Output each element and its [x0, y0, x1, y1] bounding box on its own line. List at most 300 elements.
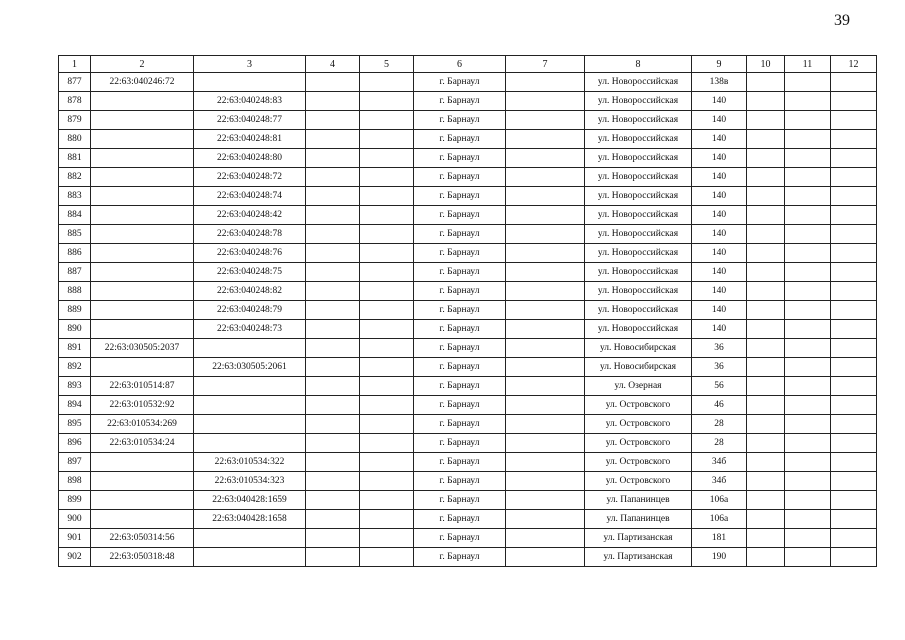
- table-cell: [360, 73, 414, 92]
- table-cell: [306, 92, 360, 111]
- table-row: [59, 149, 877, 168]
- table-cell: 22:63:040248:81: [194, 130, 306, 149]
- column-header: 11: [785, 56, 831, 73]
- table-cell: [506, 529, 585, 548]
- table-cell: [506, 548, 585, 567]
- table-cell: [360, 472, 414, 491]
- table-cell: [360, 225, 414, 244]
- table-cell: 877: [59, 73, 91, 92]
- table-row: [59, 206, 877, 225]
- table-cell: 890: [59, 320, 91, 339]
- table-cell: ул. Новороссийская: [585, 187, 692, 206]
- table-cell: 896: [59, 434, 91, 453]
- table-cell: 140: [692, 301, 747, 320]
- table-cell: [360, 92, 414, 111]
- table-cell: ул. Новороссийская: [585, 92, 692, 111]
- table-row: [59, 225, 877, 244]
- table-cell: [506, 244, 585, 263]
- table-cell: [194, 339, 306, 358]
- table-cell: 897: [59, 453, 91, 472]
- table-cell: [831, 187, 877, 206]
- table-cell: ул. Островского: [585, 472, 692, 491]
- table-cell: 22:63:010534:323: [194, 472, 306, 491]
- column-header: 8: [585, 56, 692, 73]
- table-cell: 893: [59, 377, 91, 396]
- table-cell: 22:63:010534:24: [91, 434, 194, 453]
- table-cell: [91, 491, 194, 510]
- table-cell: [360, 187, 414, 206]
- table-cell: [785, 130, 831, 149]
- table-cell: ул. Партизанская: [585, 548, 692, 567]
- table-row: [59, 73, 877, 92]
- table-cell: [306, 415, 360, 434]
- table-cell: [831, 168, 877, 187]
- table-cell: [831, 396, 877, 415]
- table-cell: [194, 396, 306, 415]
- table-cell: 22:63:040248:79: [194, 301, 306, 320]
- table-row: [59, 453, 877, 472]
- table-cell: г. Барнаул: [414, 548, 506, 567]
- table-cell: [747, 472, 785, 491]
- table-cell: [506, 396, 585, 415]
- table-row: [59, 92, 877, 111]
- table-cell: 28: [692, 415, 747, 434]
- table-cell: [306, 168, 360, 187]
- table-cell: 22:63:040248:82: [194, 282, 306, 301]
- table-cell: [306, 225, 360, 244]
- table-cell: г. Барнаул: [414, 187, 506, 206]
- table-cell: 181: [692, 529, 747, 548]
- table-row: [59, 187, 877, 206]
- table-cell: [306, 548, 360, 567]
- table-cell: г. Барнаул: [414, 377, 506, 396]
- table-cell: [831, 434, 877, 453]
- table-cell: [785, 206, 831, 225]
- table-cell: [91, 263, 194, 282]
- table-cell: [306, 453, 360, 472]
- column-header: 10: [747, 56, 785, 73]
- table-row: [59, 491, 877, 510]
- table-cell: [91, 149, 194, 168]
- table-cell: [360, 510, 414, 529]
- table-cell: ул. Папанинцев: [585, 491, 692, 510]
- table-cell: г. Барнаул: [414, 111, 506, 130]
- table-cell: [747, 377, 785, 396]
- table-cell: 140: [692, 282, 747, 301]
- table-cell: 22:63:040428:1659: [194, 491, 306, 510]
- table-cell: [747, 282, 785, 301]
- table-cell: 22:63:040428:1658: [194, 510, 306, 529]
- table-cell: [360, 263, 414, 282]
- table-cell: г. Барнаул: [414, 396, 506, 415]
- table-cell: [785, 548, 831, 567]
- table-cell: 140: [692, 168, 747, 187]
- table-cell: [506, 339, 585, 358]
- table-cell: [785, 263, 831, 282]
- table-cell: [306, 263, 360, 282]
- table-cell: [785, 434, 831, 453]
- table-cell: 22:63:030505:2061: [194, 358, 306, 377]
- table-cell: [831, 225, 877, 244]
- table-cell: [306, 244, 360, 263]
- table-cell: [506, 491, 585, 510]
- table-cell: 140: [692, 206, 747, 225]
- table-cell: г. Барнаул: [414, 320, 506, 339]
- register-table: [58, 55, 877, 567]
- table-cell: 22:63:040246:72: [91, 73, 194, 92]
- column-header: 2: [91, 56, 194, 73]
- table-cell: г. Барнаул: [414, 73, 506, 92]
- table-cell: [785, 244, 831, 263]
- table-cell: [747, 510, 785, 529]
- table-cell: [506, 301, 585, 320]
- table-cell: 140: [692, 320, 747, 339]
- table-cell: 22:63:040248:73: [194, 320, 306, 339]
- table-cell: [194, 434, 306, 453]
- table-cell: [360, 168, 414, 187]
- table-row: [59, 301, 877, 320]
- table-cell: [785, 529, 831, 548]
- table-row: [59, 396, 877, 415]
- table-cell: [506, 92, 585, 111]
- table-cell: ул. Островского: [585, 396, 692, 415]
- table-cell: [785, 377, 831, 396]
- table-cell: [785, 111, 831, 130]
- table-cell: [785, 225, 831, 244]
- table-cell: г. Барнаул: [414, 130, 506, 149]
- table-cell: [831, 453, 877, 472]
- table-cell: 894: [59, 396, 91, 415]
- table-cell: [91, 358, 194, 377]
- table-cell: 106а: [692, 491, 747, 510]
- table-cell: [747, 529, 785, 548]
- table-cell: 140: [692, 225, 747, 244]
- table-cell: [785, 73, 831, 92]
- table-cell: [785, 92, 831, 111]
- table-row: [59, 415, 877, 434]
- table-cell: [747, 73, 785, 92]
- table-cell: 22:63:040248:72: [194, 168, 306, 187]
- table-cell: 883: [59, 187, 91, 206]
- table-cell: [785, 149, 831, 168]
- table-cell: [506, 434, 585, 453]
- table-cell: [785, 510, 831, 529]
- table-row: [59, 434, 877, 453]
- table-cell: 888: [59, 282, 91, 301]
- table-row: [59, 263, 877, 282]
- table-cell: г. Барнаул: [414, 358, 506, 377]
- table-cell: г. Барнаул: [414, 206, 506, 225]
- table-cell: г. Барнаул: [414, 301, 506, 320]
- table-cell: [747, 548, 785, 567]
- table-cell: 885: [59, 225, 91, 244]
- column-header: 6: [414, 56, 506, 73]
- table-cell: [306, 320, 360, 339]
- table-cell: [506, 130, 585, 149]
- table-cell: [91, 320, 194, 339]
- table-cell: [306, 339, 360, 358]
- table-cell: [831, 529, 877, 548]
- table-cell: [785, 320, 831, 339]
- table-cell: 22:63:030505:2037: [91, 339, 194, 358]
- table-cell: г. Барнаул: [414, 510, 506, 529]
- column-header: 4: [306, 56, 360, 73]
- table-cell: [831, 130, 877, 149]
- table-cell: [360, 396, 414, 415]
- table-cell: 892: [59, 358, 91, 377]
- table-cell: [747, 263, 785, 282]
- table-cell: [785, 358, 831, 377]
- table-cell: 140: [692, 111, 747, 130]
- table-row: [59, 339, 877, 358]
- table-cell: [91, 453, 194, 472]
- table-cell: ул. Новороссийская: [585, 168, 692, 187]
- table-cell: 22:63:040248:75: [194, 263, 306, 282]
- table-row: [59, 510, 877, 529]
- table-cell: 22:63:010534:269: [91, 415, 194, 434]
- table-cell: [306, 510, 360, 529]
- table-cell: 22:63:040248:78: [194, 225, 306, 244]
- table-cell: [506, 472, 585, 491]
- table-cell: 884: [59, 206, 91, 225]
- column-header: 5: [360, 56, 414, 73]
- table-row: [59, 244, 877, 263]
- table-cell: [306, 206, 360, 225]
- column-header: 1: [59, 56, 91, 73]
- table-cell: [747, 206, 785, 225]
- table-cell: [506, 453, 585, 472]
- table-cell: [506, 206, 585, 225]
- table-cell: [785, 453, 831, 472]
- table-cell: [831, 111, 877, 130]
- table-cell: 34б: [692, 472, 747, 491]
- table-cell: [360, 377, 414, 396]
- table-cell: ул. Новороссийская: [585, 263, 692, 282]
- table-cell: [747, 187, 785, 206]
- table-cell: 22:63:010534:322: [194, 453, 306, 472]
- table-cell: [91, 187, 194, 206]
- table-cell: ул. Новороссийская: [585, 301, 692, 320]
- table-cell: 140: [692, 263, 747, 282]
- table-cell: [831, 282, 877, 301]
- table-cell: [831, 320, 877, 339]
- table-cell: 34б: [692, 453, 747, 472]
- table-cell: ул. Новороссийская: [585, 130, 692, 149]
- table-cell: г. Барнаул: [414, 339, 506, 358]
- table-cell: ул. Островского: [585, 434, 692, 453]
- table-cell: 28: [692, 434, 747, 453]
- table-cell: [91, 282, 194, 301]
- table-cell: 879: [59, 111, 91, 130]
- table-cell: 22:63:010514:87: [91, 377, 194, 396]
- table-cell: [306, 396, 360, 415]
- table-cell: [91, 225, 194, 244]
- table-row: [59, 130, 877, 149]
- table-cell: [360, 491, 414, 510]
- table-cell: ул. Партизанская: [585, 529, 692, 548]
- table-cell: 22:63:040248:76: [194, 244, 306, 263]
- table-cell: [831, 263, 877, 282]
- table-cell: [91, 301, 194, 320]
- table-cell: [747, 149, 785, 168]
- table-cell: [747, 434, 785, 453]
- table-cell: ул. Новороссийская: [585, 225, 692, 244]
- table-cell: ул. Новороссийская: [585, 282, 692, 301]
- table-cell: [360, 282, 414, 301]
- table-cell: [747, 168, 785, 187]
- table-cell: [360, 149, 414, 168]
- table-cell: [831, 472, 877, 491]
- table-cell: г. Барнаул: [414, 149, 506, 168]
- table-cell: 22:63:040248:80: [194, 149, 306, 168]
- table-cell: [306, 111, 360, 130]
- table-cell: [831, 358, 877, 377]
- table-cell: 891: [59, 339, 91, 358]
- table-cell: ул. Новороссийская: [585, 206, 692, 225]
- table-cell: [785, 339, 831, 358]
- table-cell: [747, 415, 785, 434]
- table-cell: [360, 434, 414, 453]
- table-cell: 900: [59, 510, 91, 529]
- table-cell: [91, 510, 194, 529]
- table-cell: 22:63:040248:74: [194, 187, 306, 206]
- page-number: 39: [834, 12, 850, 29]
- table-cell: ул. Островского: [585, 453, 692, 472]
- table-cell: 22:63:050318:48: [91, 548, 194, 567]
- table-row: [59, 358, 877, 377]
- table-cell: [747, 225, 785, 244]
- table-cell: [306, 491, 360, 510]
- table-cell: [831, 491, 877, 510]
- table-cell: 190: [692, 548, 747, 567]
- table-cell: г. Барнаул: [414, 491, 506, 510]
- table-cell: [194, 73, 306, 92]
- table-cell: [747, 339, 785, 358]
- table-cell: [360, 111, 414, 130]
- table-cell: ул. Новороссийская: [585, 111, 692, 130]
- table-cell: [360, 358, 414, 377]
- table-cell: г. Барнаул: [414, 529, 506, 548]
- table-cell: [306, 529, 360, 548]
- table-cell: [360, 339, 414, 358]
- table-cell: 46: [692, 396, 747, 415]
- table-cell: [747, 111, 785, 130]
- table-cell: [831, 301, 877, 320]
- table-cell: [785, 187, 831, 206]
- table-cell: [506, 111, 585, 130]
- table-row: [59, 168, 877, 187]
- table-cell: 36: [692, 339, 747, 358]
- table-cell: 882: [59, 168, 91, 187]
- table-cell: 140: [692, 130, 747, 149]
- table-cell: [91, 92, 194, 111]
- table-cell: 22:63:040248:42: [194, 206, 306, 225]
- table-cell: [747, 92, 785, 111]
- table-cell: ул. Новороссийская: [585, 149, 692, 168]
- table-cell: [506, 263, 585, 282]
- table-cell: [506, 320, 585, 339]
- table-cell: г. Барнаул: [414, 415, 506, 434]
- table-cell: [506, 377, 585, 396]
- table-cell: [747, 453, 785, 472]
- table-cell: 899: [59, 491, 91, 510]
- table-row: [59, 320, 877, 339]
- table-cell: [91, 472, 194, 491]
- table-cell: ул. Озерная: [585, 377, 692, 396]
- table-row: [59, 282, 877, 301]
- table-cell: [306, 472, 360, 491]
- table-cell: [91, 206, 194, 225]
- table-cell: 889: [59, 301, 91, 320]
- table-cell: 22:63:040248:83: [194, 92, 306, 111]
- table-cell: 898: [59, 472, 91, 491]
- column-header: 9: [692, 56, 747, 73]
- table-cell: [360, 320, 414, 339]
- table-cell: ул. Островского: [585, 415, 692, 434]
- table-cell: [360, 548, 414, 567]
- table-cell: 140: [692, 187, 747, 206]
- table-cell: [360, 206, 414, 225]
- table-cell: [747, 130, 785, 149]
- table-cell: 895: [59, 415, 91, 434]
- table-cell: 878: [59, 92, 91, 111]
- table-cell: [360, 244, 414, 263]
- table-cell: [747, 244, 785, 263]
- table-cell: [506, 225, 585, 244]
- table-cell: г. Барнаул: [414, 282, 506, 301]
- table-cell: [747, 396, 785, 415]
- table-cell: ул. Новосибирская: [585, 358, 692, 377]
- table-cell: г. Барнаул: [414, 244, 506, 263]
- table-cell: [91, 111, 194, 130]
- table-cell: ул. Новосибирская: [585, 339, 692, 358]
- table-cell: [91, 168, 194, 187]
- table-cell: 880: [59, 130, 91, 149]
- table-cell: [506, 282, 585, 301]
- table-cell: [360, 130, 414, 149]
- table-cell: [306, 282, 360, 301]
- table-row: [59, 111, 877, 130]
- table-row: [59, 377, 877, 396]
- table-cell: [831, 377, 877, 396]
- table-cell: [831, 548, 877, 567]
- table-cell: [306, 73, 360, 92]
- table-cell: [91, 244, 194, 263]
- table-cell: 22:63:050314:56: [91, 529, 194, 548]
- table-cell: г. Барнаул: [414, 453, 506, 472]
- table-cell: 36: [692, 358, 747, 377]
- table-cell: [506, 73, 585, 92]
- table-cell: [831, 510, 877, 529]
- table-cell: [785, 472, 831, 491]
- table-cell: [306, 434, 360, 453]
- table-cell: ул. Новороссийская: [585, 320, 692, 339]
- table-cell: [785, 415, 831, 434]
- table-cell: 22:63:040248:77: [194, 111, 306, 130]
- table-cell: [831, 415, 877, 434]
- table-cell: [194, 548, 306, 567]
- table-cell: [194, 377, 306, 396]
- table-cell: 138в: [692, 73, 747, 92]
- table-cell: ул. Папанинцев: [585, 510, 692, 529]
- table-cell: г. Барнаул: [414, 168, 506, 187]
- table-cell: [194, 529, 306, 548]
- table-cell: [506, 510, 585, 529]
- table-cell: [306, 149, 360, 168]
- column-header: 3: [194, 56, 306, 73]
- table-cell: [506, 187, 585, 206]
- table-cell: [360, 529, 414, 548]
